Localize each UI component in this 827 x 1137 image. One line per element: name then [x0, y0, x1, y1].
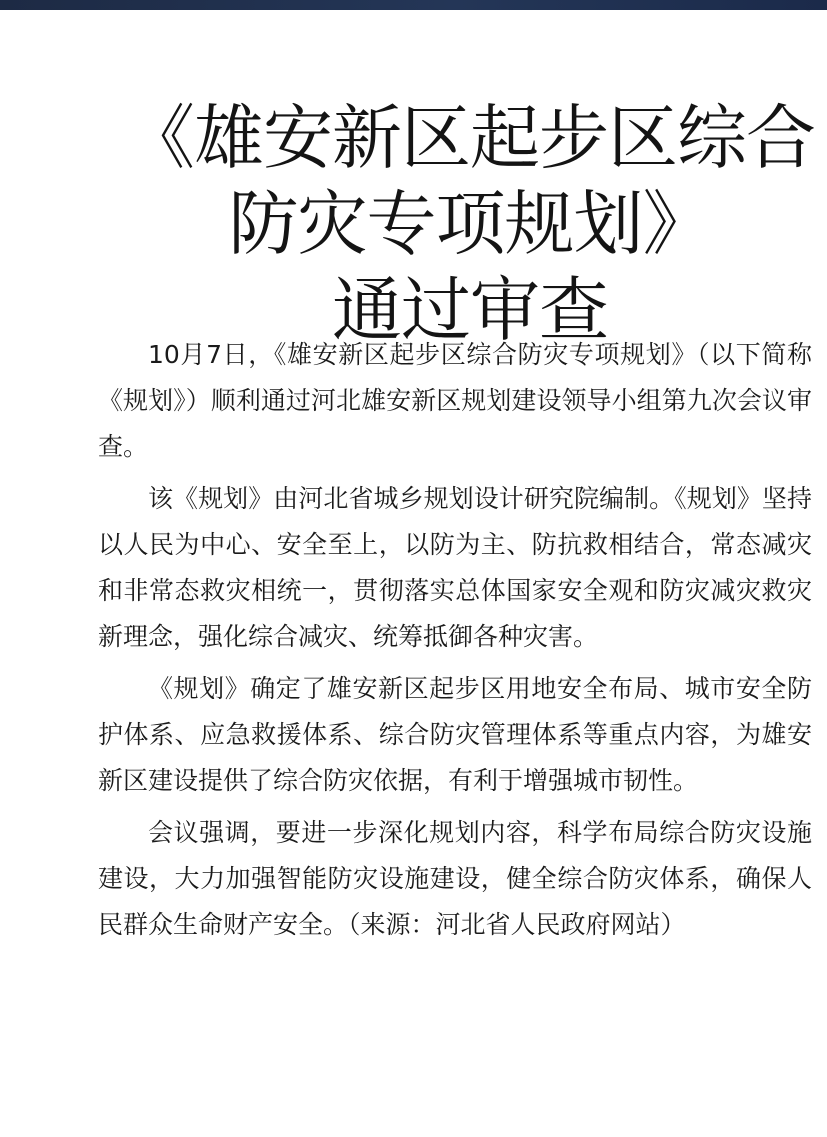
- article-title: [120, 95, 820, 353]
- top-header-bar: [0, 0, 827, 10]
- title-line-2: 防灾专项规划》: [228, 182, 712, 265]
- title-line-1: 《雄安新区起步区综合: [125, 96, 815, 179]
- paragraph-compiler: 该《规划》由河北省城乡规划设计研究院编制。《规划》坚持以人民为中心、安全至上，以防为主、防抗救相结合，常态减灾和非常态救灾相统一，贯彻落实总体国家安全观和防灾减灾救灾新理念，强化综合减灾、统筹抵御各种灾害。: [98, 484, 812, 651]
- paragraph-review-date: 10月7日，《雄安新区起步区综合防灾专项规划》（以下简称《规划》）顺利通过河北雄安新区规划建设领导小组第九次会议审查。: [98, 340, 812, 461]
- paragraph-contents: 《规划》确定了雄安新区起步区用地安全布局、城市安全防护体系、应急救援体系、综合防灾管理体系等重点内容，为雄安新区建设提供了综合防灾依据，有利于增强城市韧性。: [98, 674, 812, 795]
- article-body: [98, 332, 812, 948]
- paragraph-meeting-emphasis: 会议强调，要进一步深化规划内容，科学布局综合防灾设施建设，大力加强智能防灾设施建设，健全综合防灾体系，确保人民群众生命财产安全。（来源：河北省人民政府网站）: [98, 818, 812, 939]
- title-line-3: 通过审查: [332, 268, 608, 351]
